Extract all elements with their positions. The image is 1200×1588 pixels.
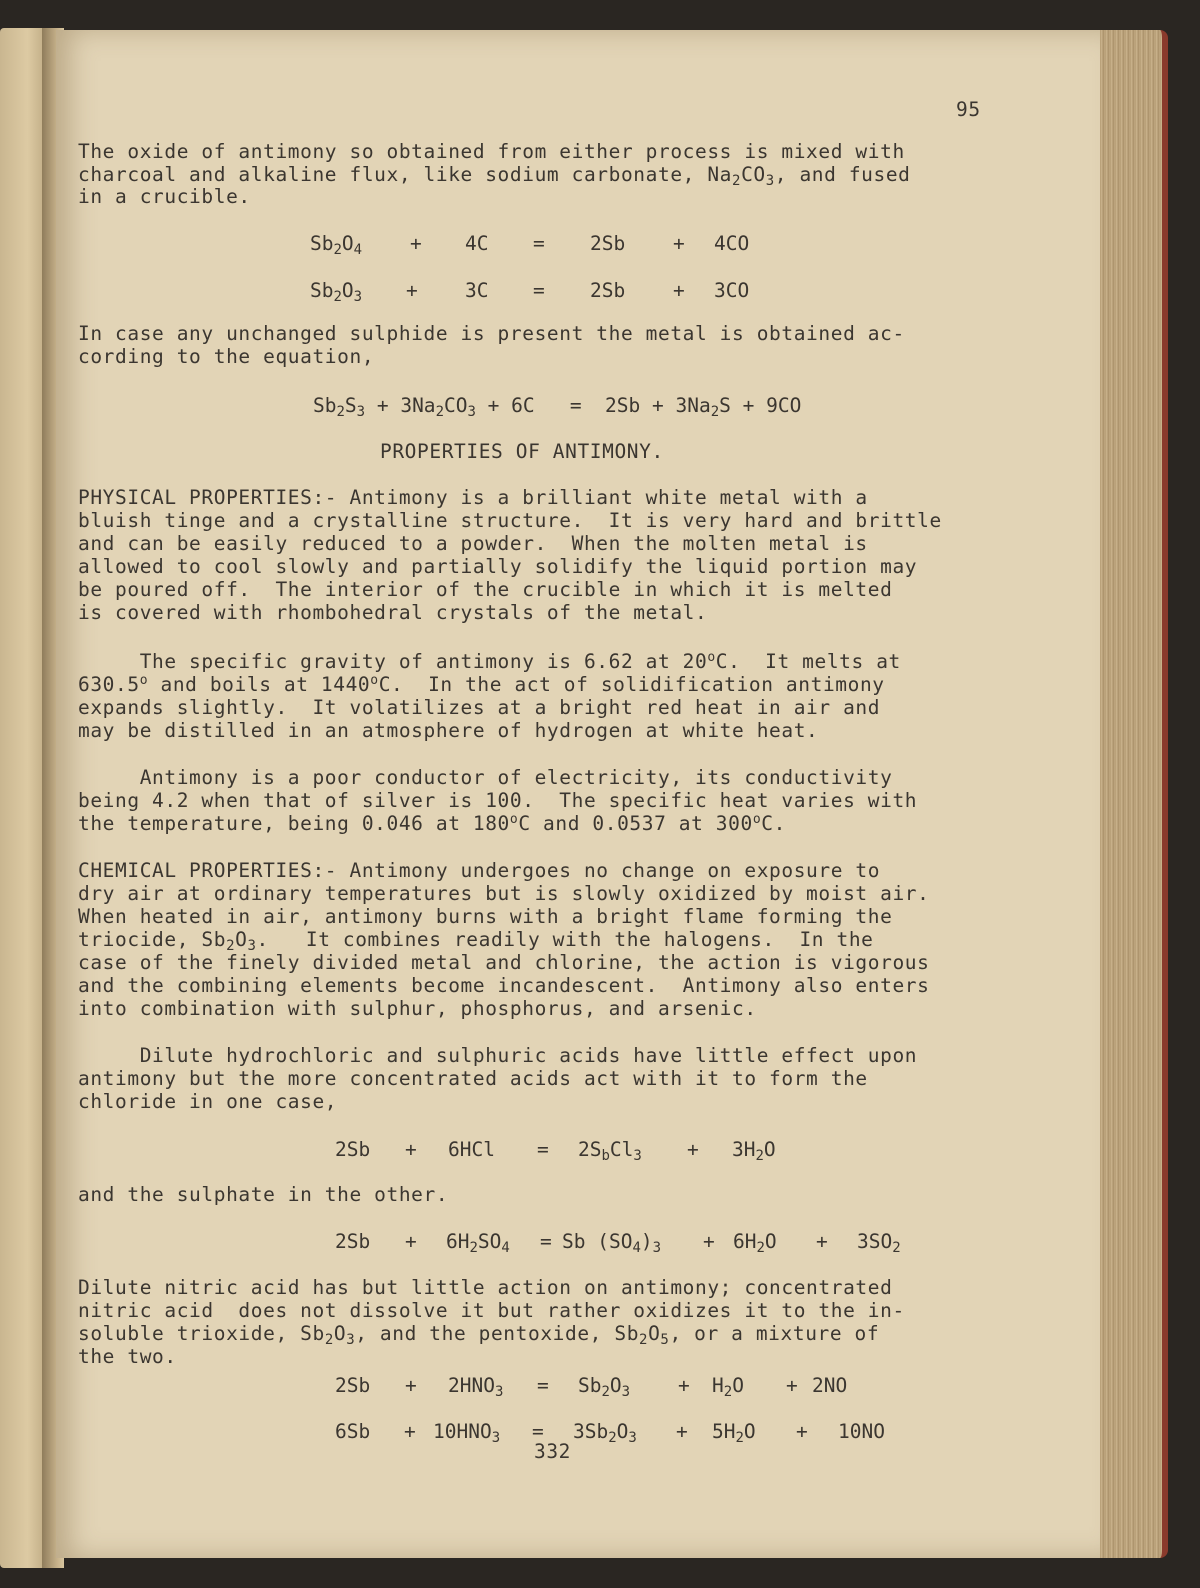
sulphide-line-2: cording to the equation, xyxy=(78,345,375,368)
equation-2-term: 3C xyxy=(465,279,489,302)
physical-line-2: bluish tinge and a crystalline structure. It is very hard and brittle xyxy=(78,509,942,532)
sulphide-line-1: In case any unchanged sulphide is present the metal is obtained ac- xyxy=(78,322,905,345)
gravity-line-1: The specific gravity of antimony is 6.62 at 20$^o$C. It melts at xyxy=(78,650,901,673)
equation-6-water: $H_2O$ xyxy=(712,1374,744,1400)
chemical-line-3: When heated in air, antimony burns with a bright flame forming the xyxy=(78,905,893,928)
equation-7-product: $3Sb_2O_3$ xyxy=(573,1420,637,1446)
equation-1-plus-2: + xyxy=(673,232,685,255)
equation-7-plus-3: + xyxy=(796,1420,808,1443)
equation-7-water: $5H_2O$ xyxy=(712,1420,756,1446)
equation-7-gas: 10NO xyxy=(838,1420,885,1443)
equation-5-acid: $6H_2SO_4$ xyxy=(446,1230,510,1256)
equation-5-dioxide: $3SO_2$ xyxy=(857,1230,901,1256)
page-number: 95 xyxy=(956,98,981,121)
equation-1-product-2: 4CO xyxy=(714,232,750,255)
gravity-line-2: 630.5$^o$ and boils at 1440$^o$C. In the act of solidification antimony xyxy=(78,673,885,696)
gravity-line-3: expands slightly. It volatilizes at a bright red heat in air and xyxy=(78,696,881,719)
physical-line-3: and can be easily reduced to a powder. When the molten metal is xyxy=(78,532,868,555)
equation-2-product-2: 3CO xyxy=(714,279,750,302)
chemical-line-1: CHEMICAL PROPERTIES:- Antimony undergoes no change on exposure to xyxy=(78,859,881,882)
equation-6-plus-2: + xyxy=(678,1374,690,1397)
page-edges xyxy=(1100,30,1168,1558)
equation-2-product: 2Sb xyxy=(590,279,626,302)
physical-line-1: PHYSICAL PROPERTIES:- Antimony is a brilliant white metal with a xyxy=(78,486,868,509)
equation-7-equals: = xyxy=(532,1420,544,1443)
conductor-line-1: Antimony is a poor conductor of electricity, its conductivity xyxy=(78,766,893,789)
equation-7-plus: + xyxy=(404,1420,416,1443)
chemical-line-4: triocide, $Sb_2O_3$. It combines readily with the halogens. In the xyxy=(78,928,874,954)
equation-1-product: 2Sb xyxy=(590,232,626,255)
nitric-line-3: soluble trioxide, $Sb_2O_3$, and the pentoxide, $Sb_2O_5$, or a mixture of xyxy=(78,1322,880,1348)
dilute-line-1: Dilute hydrochloric and sulphuric acids have little effect upon xyxy=(78,1044,918,1067)
equation-1: $Sb_2O_4$ xyxy=(310,232,363,258)
equation-4-product: $2S_bCl_3$ xyxy=(578,1138,642,1164)
dilute-line-2: antimony but the more concentrated acids act with it to form the xyxy=(78,1067,868,1090)
sulphate-line: and the sulphate in the other. xyxy=(78,1183,449,1206)
chemical-line-2: dry air at ordinary temperatures but is slowly oxidized by moist air. xyxy=(78,882,930,905)
equation-4-reactant: 2Sb xyxy=(335,1138,371,1161)
equation-6-plus-3: + xyxy=(786,1374,798,1397)
conductor-line-3: the temperature, being 0.046 at 180$^o$C and 0.0537 at 300$^o$C. xyxy=(78,812,786,835)
chemical-line-6: and the combining elements become incandescent. Antimony also enters xyxy=(78,974,930,997)
nitric-line-2: nitric acid does not dissolve it but rather oxidizes it to the in- xyxy=(78,1299,905,1322)
equation-7-reactant: 6Sb xyxy=(335,1420,371,1443)
equation-6-gas: 2NO xyxy=(812,1374,848,1397)
dilute-line-3: chloride in one case, xyxy=(78,1090,338,1113)
equation-5-equals: = xyxy=(540,1230,552,1253)
equation-4-acid: 6HCl xyxy=(448,1138,495,1161)
equation-5-product: Sb $(SO_4)_3$ xyxy=(562,1230,662,1256)
equation-2-plus-2: + xyxy=(673,279,685,302)
equation-1-equals: = xyxy=(533,232,545,255)
physical-line-4: allowed to cool slowly and partially solidify the liquid portion may xyxy=(78,555,918,578)
equation-5-water: $6H_2O$ xyxy=(733,1230,777,1256)
physical-line-5: be poured off. The interior of the crucible in which it is melted xyxy=(78,578,893,601)
nitric-line-1: Dilute nitric acid has but little action on antimony; concentrated xyxy=(78,1276,893,1299)
conductor-line-2: being 4.2 when that of silver is 100. The specific heat varies with xyxy=(78,789,918,812)
intro-line-3: in a crucible. xyxy=(78,185,251,208)
footer-number: 332 xyxy=(534,1440,572,1463)
equation-5-plus-2: + xyxy=(703,1230,715,1253)
gravity-line-4: may be distilled in an atmosphere of hydrogen at white heat. xyxy=(78,719,819,742)
equation-5-plus-3: + xyxy=(816,1230,828,1253)
equation-4-plus-2: + xyxy=(687,1138,699,1161)
equation-2-plus: + xyxy=(406,279,418,302)
equation-1-plus: + xyxy=(410,232,422,255)
physical-line-6: is covered with rhombohedral crystals of the metal. xyxy=(78,601,708,624)
equation-6-equals: = xyxy=(537,1374,549,1397)
equation-2-equals: = xyxy=(533,279,545,302)
equation-1-term: 4C xyxy=(465,232,489,255)
section-heading: PROPERTIES OF ANTIMONY. xyxy=(380,440,664,463)
equation-3: $Sb_2S_3 + 3Na_2CO_3 + 6C = 2Sb + 3Na_2S + 9CO$ xyxy=(313,394,802,420)
equation-7-acid: $10HNO_3$ xyxy=(433,1420,501,1446)
nitric-line-4: the two. xyxy=(78,1345,177,1368)
chemical-line-5: case of the finely divided metal and chlorine, the action is vigorous xyxy=(78,951,930,974)
equation-6-plus: + xyxy=(405,1374,417,1397)
equation-6-acid: $2HNO_3$ xyxy=(448,1374,504,1400)
equation-6-product: $Sb_2O_3$ xyxy=(578,1374,631,1400)
equation-2: $Sb_2O_3$ xyxy=(310,279,363,305)
chemical-line-7: into combination with sulphur, phosphorus, and arsenic. xyxy=(78,997,757,1020)
intro-line-2: charcoal and alkaline flux, like sodium carbonate, $Na_2CO_3$, and fused xyxy=(78,163,911,189)
equation-5-plus: + xyxy=(405,1230,417,1253)
equation-4-equals: = xyxy=(537,1138,549,1161)
equation-4-water: $3H_2O$ xyxy=(732,1138,776,1164)
equation-5-reactant: 2Sb xyxy=(335,1230,371,1253)
equation-6-reactant: 2Sb xyxy=(335,1374,371,1397)
equation-7-plus-2: + xyxy=(676,1420,688,1443)
equation-4-plus: + xyxy=(405,1138,417,1161)
intro-line-1: The oxide of antimony so obtained from either process is mixed with xyxy=(78,140,905,163)
